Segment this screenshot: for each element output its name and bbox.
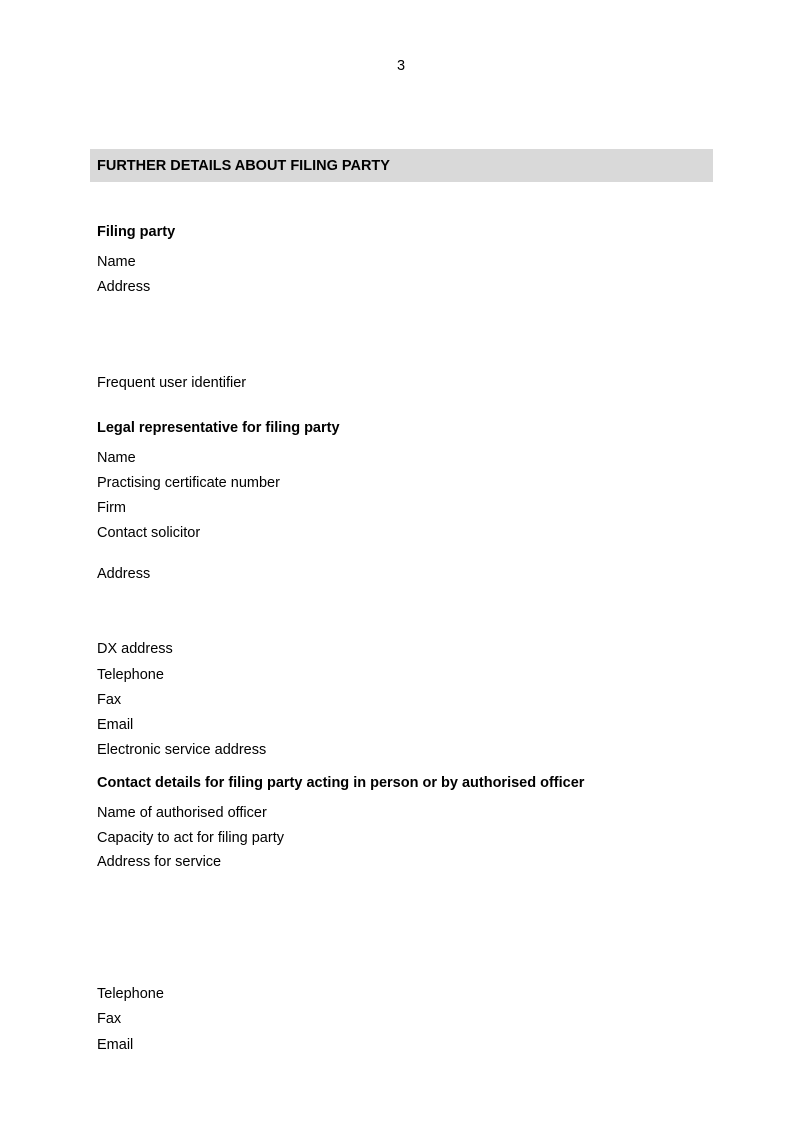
legal-rep-name-label: Name — [97, 450, 136, 466]
filing-party-address-label: Address — [97, 279, 151, 295]
filing-party-name-label: Name — [97, 254, 136, 270]
contact-email-label: Email — [97, 1037, 134, 1053]
address-for-service-label: Address for service — [97, 854, 222, 870]
electronic-service-address-label: Electronic service address — [97, 742, 267, 758]
legal-rep-fax-label: Fax — [97, 692, 122, 708]
capacity-label: Capacity to act for filing party — [97, 830, 284, 846]
filing-party-heading: Filing party — [97, 224, 176, 240]
dx-address-label: DX address — [97, 641, 173, 657]
practising-certificate-label: Practising certificate number — [97, 475, 280, 491]
legal-rep-email-label: Email — [97, 717, 134, 733]
authorised-officer-label: Name of authorised officer — [97, 805, 267, 821]
section-header — [90, 149, 713, 182]
section-title: FURTHER DETAILS ABOUT FILING PARTY — [97, 158, 390, 174]
legal-representative-heading: Legal representative for filing party — [97, 420, 340, 436]
contact-telephone-label: Telephone — [97, 986, 164, 1002]
contact-fax-label: Fax — [97, 1011, 122, 1027]
legal-rep-telephone-label: Telephone — [97, 667, 164, 683]
page-number: 3 — [396, 58, 406, 74]
frequent-user-identifier-label: Frequent user identifier — [97, 375, 247, 391]
firm-label: Firm — [97, 500, 126, 516]
legal-rep-address-label: Address — [97, 566, 151, 582]
contact-solicitor-label: Contact solicitor — [97, 525, 201, 541]
contact-details-heading: Contact details for filing party acting in person or by authorised officer — [97, 775, 585, 791]
